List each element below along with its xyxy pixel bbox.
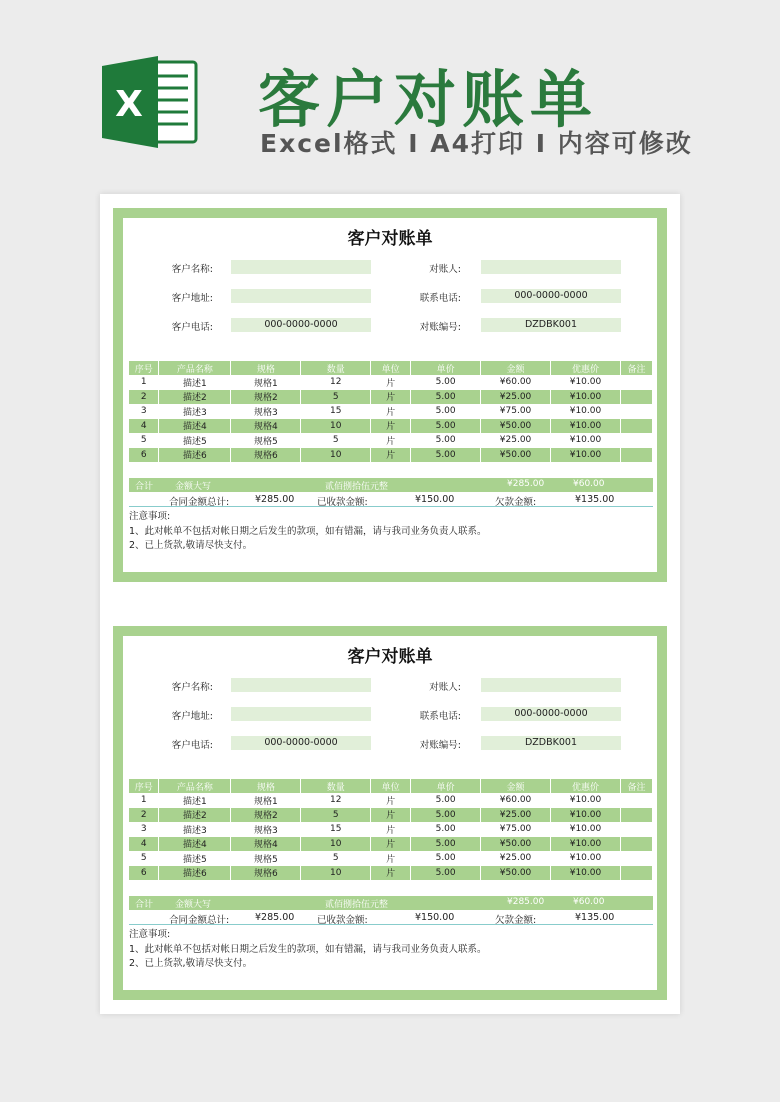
table-cell[interactable]: 规格5	[231, 851, 301, 866]
received-value: ¥150.00	[415, 494, 455, 505]
table-row	[129, 808, 653, 823]
column-header: 单价	[411, 779, 481, 793]
column-header: 优惠价	[551, 779, 621, 793]
column-header: 单位	[371, 361, 411, 375]
table-row	[129, 404, 653, 419]
table-cell[interactable]: 描述2	[159, 390, 231, 405]
amount-words-label: 金额大写	[175, 900, 212, 910]
table-cell[interactable]: 5.00	[411, 808, 481, 823]
received-label: 已收款金额:	[317, 497, 368, 508]
customer-address-field[interactable]	[231, 707, 371, 721]
table-cell[interactable]: 描述5	[159, 433, 231, 448]
table-cell[interactable]: ¥10.00	[551, 404, 621, 419]
table-cell[interactable]: 描述6	[159, 866, 231, 881]
customer-name-label: 客户名称:	[171, 682, 213, 693]
column-header: 金额	[481, 361, 551, 375]
table-cell[interactable]: ¥50.00	[481, 419, 551, 434]
column-header: 备注	[620, 779, 652, 793]
table-row	[129, 793, 653, 808]
statement-no-label: 对账编号:	[419, 740, 461, 751]
sheet-inner	[123, 636, 657, 990]
table-cell[interactable]: 片	[371, 837, 411, 852]
table-row	[129, 390, 653, 405]
statement-no-field[interactable]: DZDBK001	[481, 318, 621, 332]
statement-no-label: 对账编号:	[419, 322, 461, 333]
table-cell[interactable]: 规格2	[231, 808, 301, 823]
discount-total: ¥60.00	[573, 479, 605, 489]
notes-line: 2、已上货款,敬请尽快支付。	[129, 958, 253, 969]
column-header: 规格	[231, 779, 301, 793]
total-label: 合计	[135, 482, 154, 492]
summary-row	[129, 896, 653, 910]
table-cell[interactable]: 规格3	[231, 404, 301, 419]
table-cell[interactable]	[620, 851, 652, 866]
received-value: ¥150.00	[415, 912, 455, 923]
sheet-inner	[123, 218, 657, 572]
table-cell[interactable]: ¥10.00	[551, 866, 621, 881]
table-cell[interactable]: ¥10.00	[551, 433, 621, 448]
column-header: 优惠价	[551, 361, 621, 375]
items-table	[129, 361, 653, 462]
table-row	[129, 866, 653, 881]
table-cell[interactable]: 5.00	[411, 433, 481, 448]
totals-row	[129, 911, 653, 925]
column-header: 产品名称	[159, 361, 231, 375]
table-cell[interactable]: 片	[371, 822, 411, 837]
column-header: 规格	[231, 361, 301, 375]
table-cell[interactable]: 规格3	[231, 822, 301, 837]
table-cell[interactable]: 5.00	[411, 851, 481, 866]
table-cell[interactable]: 2	[129, 808, 159, 823]
table-cell[interactable]: 片	[371, 375, 411, 390]
table-cell[interactable]: 10	[301, 866, 371, 881]
items-table	[129, 779, 653, 880]
notes	[129, 928, 487, 972]
table-cell[interactable]: 描述5	[159, 851, 231, 866]
table-cell[interactable]: 5	[301, 433, 371, 448]
table-cell[interactable]: 6	[129, 448, 159, 463]
table-cell[interactable]: 2	[129, 390, 159, 405]
customer-address-label: 客户地址:	[171, 293, 213, 304]
table-cell[interactable]: 片	[371, 419, 411, 434]
column-header: 数量	[301, 361, 371, 375]
table-cell[interactable]: 描述4	[159, 419, 231, 434]
owed-label: 欠款金额:	[495, 915, 537, 926]
table-cell[interactable]: ¥25.00	[481, 390, 551, 405]
table-cell[interactable]: 5	[301, 851, 371, 866]
customer-phone-label: 客户电话:	[171, 740, 213, 751]
totals-row	[129, 493, 653, 507]
table-cell[interactable]: 规格4	[231, 837, 301, 852]
table-cell[interactable]	[620, 793, 652, 808]
table-cell[interactable]: ¥50.00	[481, 837, 551, 852]
statement-sheet	[113, 208, 667, 582]
contact-phone-label: 联系电话:	[419, 711, 461, 722]
table-cell[interactable]: 4	[129, 419, 159, 434]
table-cell[interactable]	[620, 837, 652, 852]
customer-address-label: 客户地址:	[171, 711, 213, 722]
column-header: 数量	[301, 779, 371, 793]
table-cell[interactable]: 1	[129, 793, 159, 808]
table-cell[interactable]: 描述1	[159, 375, 231, 390]
table-cell[interactable]: 3	[129, 822, 159, 837]
table-cell[interactable]: 5	[301, 808, 371, 823]
table-cell[interactable]: 5.00	[411, 793, 481, 808]
page-title: 客户对账单	[258, 63, 599, 136]
table-row	[129, 837, 653, 852]
table-cell[interactable]	[620, 866, 652, 881]
column-header: 序号	[129, 361, 159, 375]
table-cell[interactable]: 规格1	[231, 375, 301, 390]
table-cell[interactable]: 15	[301, 822, 371, 837]
table-cell[interactable]	[620, 822, 652, 837]
table-cell[interactable]: 片	[371, 433, 411, 448]
amount-words: 贰佰捌拾伍元整	[325, 482, 389, 492]
reconciler-field[interactable]	[481, 260, 621, 274]
reconciler-label: 对账人:	[429, 264, 461, 275]
column-header: 备注	[620, 361, 652, 375]
table-cell[interactable]	[620, 808, 652, 823]
table-cell[interactable]: 片	[371, 404, 411, 419]
table-cell[interactable]: 片	[371, 866, 411, 881]
table-cell[interactable]: 描述3	[159, 404, 231, 419]
table-cell[interactable]: 描述6	[159, 448, 231, 463]
amount-total: ¥285.00	[507, 479, 545, 489]
customer-name-field[interactable]	[231, 260, 371, 274]
contract-total-value: ¥285.00	[255, 494, 295, 505]
table-cell[interactable]: ¥10.00	[551, 419, 621, 434]
table-cell[interactable]: ¥10.00	[551, 390, 621, 405]
table-cell[interactable]: ¥25.00	[481, 433, 551, 448]
table-cell[interactable]: ¥75.00	[481, 404, 551, 419]
column-header: 单价	[411, 361, 481, 375]
table-cell[interactable]: ¥50.00	[481, 866, 551, 881]
customer-phone-field[interactable]: 000-0000-0000	[231, 736, 371, 750]
table-cell[interactable]	[620, 433, 652, 448]
statement-no-field[interactable]: DZDBK001	[481, 736, 621, 750]
table-cell[interactable]: 片	[371, 390, 411, 405]
reconciler-label: 对账人:	[429, 682, 461, 693]
reconciler-field[interactable]	[481, 678, 621, 692]
table-cell[interactable]: ¥75.00	[481, 822, 551, 837]
customer-phone-field[interactable]: 000-0000-0000	[231, 318, 371, 332]
notes-line: 2、已上货款,敬请尽快支付。	[129, 540, 253, 551]
table-cell[interactable]: 5.00	[411, 404, 481, 419]
table-cell[interactable]: ¥10.00	[551, 448, 621, 463]
table-cell[interactable]: 规格4	[231, 419, 301, 434]
contact-phone-field[interactable]: 000-0000-0000	[481, 707, 621, 721]
table-cell[interactable]: 片	[371, 851, 411, 866]
table-cell[interactable]: 规格6	[231, 866, 301, 881]
table-cell[interactable]: 10	[301, 419, 371, 434]
discount-total: ¥60.00	[573, 897, 605, 907]
sheet-title: 客户对账单	[347, 229, 433, 249]
document-paper	[100, 194, 680, 1014]
table-cell[interactable]	[620, 419, 652, 434]
table-cell[interactable]: ¥10.00	[551, 793, 621, 808]
table-cell[interactable]: 片	[371, 448, 411, 463]
contact-phone-field[interactable]: 000-0000-0000	[481, 289, 621, 303]
table-cell[interactable]: 5.00	[411, 448, 481, 463]
owed-label: 欠款金额:	[495, 497, 537, 508]
table-cell[interactable]: 12	[301, 375, 371, 390]
owed-value: ¥135.00	[575, 912, 615, 923]
table-cell[interactable]	[620, 390, 652, 405]
table-cell[interactable]: 规格6	[231, 448, 301, 463]
table-cell[interactable]: 5.00	[411, 866, 481, 881]
table-cell[interactable]: 15	[301, 404, 371, 419]
table-row	[129, 822, 653, 837]
table-cell[interactable]: 描述3	[159, 822, 231, 837]
sheet-title: 客户对账单	[347, 647, 433, 667]
notes-line: 1、此对帐单不包括对帐日期之后发生的款项，如有错漏，请与我司业务负责人联系。	[129, 943, 487, 955]
amount-words: 贰佰捌拾伍元整	[325, 900, 389, 910]
notes	[129, 510, 487, 554]
table-cell[interactable]: ¥10.00	[551, 375, 621, 390]
table-cell[interactable]: ¥25.00	[481, 851, 551, 866]
table-cell[interactable]: ¥60.00	[481, 793, 551, 808]
table-cell[interactable]: 5.00	[411, 837, 481, 852]
table-cell[interactable]: 片	[371, 793, 411, 808]
amount-total: ¥285.00	[507, 897, 545, 907]
owed-value: ¥135.00	[575, 494, 615, 505]
table-cell[interactable]: 5.00	[411, 390, 481, 405]
table-cell[interactable]: 10	[301, 837, 371, 852]
table-cell[interactable]: 3	[129, 404, 159, 419]
statement-sheet	[113, 626, 667, 1000]
total-label: 合计	[135, 900, 154, 910]
notes-heading: 注意事项:	[129, 929, 171, 940]
table-cell[interactable]: 5	[129, 433, 159, 448]
contact-phone-label: 联系电话:	[419, 293, 461, 304]
table-cell[interactable]: 描述2	[159, 808, 231, 823]
table-cell[interactable]: ¥10.00	[551, 808, 621, 823]
table-cell[interactable]: 12	[301, 793, 371, 808]
summary-row	[129, 478, 653, 492]
column-header: 序号	[129, 779, 159, 793]
logo-letter: X	[115, 84, 143, 125]
table-cell[interactable]: 10	[301, 448, 371, 463]
table-row	[129, 433, 653, 448]
table-cell[interactable]: 5	[301, 390, 371, 405]
table-cell[interactable]: ¥50.00	[481, 448, 551, 463]
table-cell[interactable]: ¥10.00	[551, 822, 621, 837]
column-header: 金额	[481, 779, 551, 793]
contract-total-value: ¥285.00	[255, 912, 295, 923]
column-header: 单位	[371, 779, 411, 793]
table-cell[interactable]: 5	[129, 851, 159, 866]
table-cell[interactable]: 4	[129, 837, 159, 852]
notes-heading: 注意事项:	[129, 511, 171, 522]
table-cell[interactable]: 5.00	[411, 375, 481, 390]
amount-words-label: 金额大写	[175, 482, 212, 492]
table-cell[interactable]: ¥25.00	[481, 808, 551, 823]
customer-address-field[interactable]	[231, 289, 371, 303]
table-row	[129, 375, 653, 390]
contract-total-label: 合同金额总计:	[169, 915, 230, 926]
table-cell[interactable]: ¥10.00	[551, 851, 621, 866]
table-cell[interactable]: ¥60.00	[481, 375, 551, 390]
excel-logo-icon	[100, 54, 200, 150]
table-cell[interactable]	[620, 448, 652, 463]
customer-name-label: 客户名称:	[171, 264, 213, 275]
table-cell[interactable]: 1	[129, 375, 159, 390]
table-row	[129, 448, 653, 463]
table-cell[interactable]	[620, 375, 652, 390]
received-label: 已收款金额:	[317, 915, 368, 926]
customer-name-field[interactable]	[231, 678, 371, 692]
table-cell[interactable]: 片	[371, 808, 411, 823]
table-cell[interactable]: 5.00	[411, 419, 481, 434]
column-header: 产品名称	[159, 779, 231, 793]
table-cell[interactable]: 描述1	[159, 793, 231, 808]
table-cell[interactable]: 规格1	[231, 793, 301, 808]
page-subtitle: Excel格式 I A4打印 I 内容可修改	[260, 129, 693, 158]
table-cell[interactable]: ¥10.00	[551, 837, 621, 852]
notes-line: 1、此对帐单不包括对帐日期之后发生的款项，如有错漏，请与我司业务负责人联系。	[129, 525, 487, 537]
table-row	[129, 419, 653, 434]
table-cell[interactable]	[620, 404, 652, 419]
table-cell[interactable]: 规格2	[231, 390, 301, 405]
table-cell[interactable]: 6	[129, 866, 159, 881]
table-cell[interactable]: 描述4	[159, 837, 231, 852]
contract-total-label: 合同金额总计:	[169, 497, 230, 508]
table-cell[interactable]: 5.00	[411, 822, 481, 837]
table-cell[interactable]: 规格5	[231, 433, 301, 448]
table-row	[129, 851, 653, 866]
customer-phone-label: 客户电话:	[171, 322, 213, 333]
